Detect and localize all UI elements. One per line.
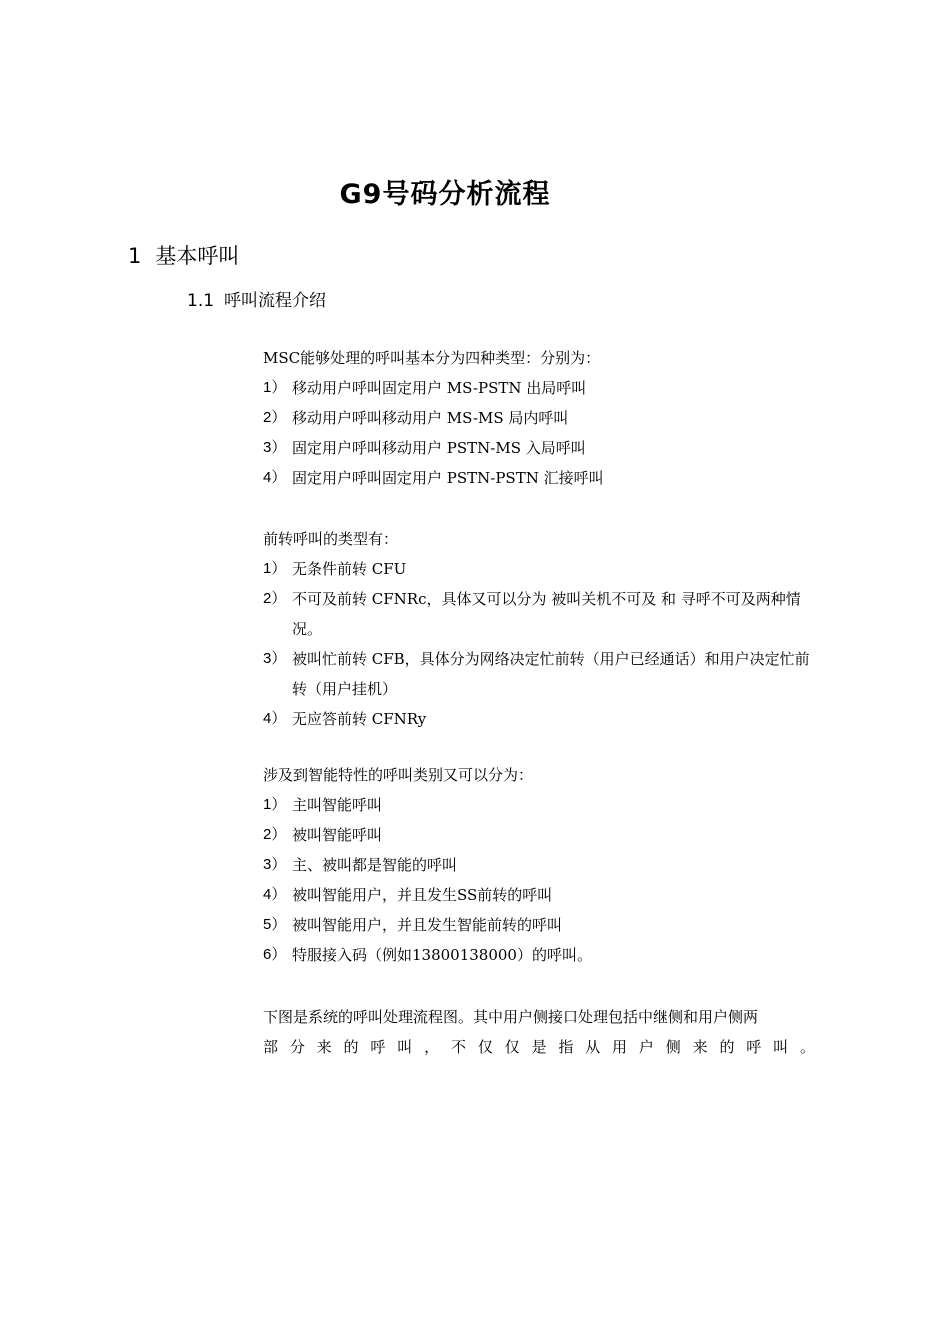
list-index: 4） (263, 886, 287, 903)
list-item (263, 790, 823, 820)
list-text: 移动用户呼叫移动用户 MS-MS 局内呼叫 (292, 409, 569, 427)
list-item (263, 880, 823, 910)
list-text: 不可及前转 CFNRc，具体又可以分为 被叫关机不可及 和 寻呼不可及两种情况。 (292, 590, 801, 638)
list-index: 2） (263, 409, 287, 426)
list-item (263, 373, 823, 403)
forwarding-types-block (263, 524, 823, 734)
intelligent-calls-intro: 涉及到智能特性的呼叫类别又可以分为： (263, 766, 534, 784)
list-index: 3） (263, 439, 287, 456)
list-text: 无条件前转 CFU (292, 560, 407, 578)
list-item (263, 463, 823, 493)
list-item (263, 704, 823, 734)
list-index: 3） (263, 650, 287, 667)
subsection-number: 1.1 (187, 291, 215, 311)
list-index: 4） (263, 710, 287, 727)
flow-description-line-1: 下图是系统的呼叫处理流程图。其中用户侧接口处理包括中继侧和用户侧两 (263, 1008, 759, 1026)
list-index: 1） (263, 379, 287, 396)
list-index: 6） (263, 946, 287, 963)
list-text: 无应答前转 CFNRy (292, 710, 427, 728)
list-text: 被叫智能呼叫 (292, 826, 383, 844)
list-item (263, 940, 823, 970)
list-item (263, 554, 823, 584)
section-number: 1 (128, 244, 142, 268)
intelligent-calls-block (263, 760, 823, 970)
list-text: 主叫智能呼叫 (292, 796, 383, 814)
subsection-label: 呼叫流程介绍 (224, 291, 327, 311)
list-index: 1） (263, 560, 287, 577)
flow-description-line-2: 部分来的呼叫，不仅仅是指从用户侧来的呼叫。 (263, 1038, 823, 1056)
forwarding-intro: 前转呼叫的类型有： (263, 530, 399, 548)
list-text: 固定用户呼叫移动用户 PSTN-MS 入局呼叫 (292, 439, 586, 457)
list-text: 特服接入码（例如13800138000）的呼叫。 (292, 946, 592, 964)
list-index: 1） (263, 796, 287, 813)
list-item (263, 403, 823, 433)
call-types-intro: MSC能够处理的呼叫基本分为四种类型：分别为： (263, 349, 601, 367)
flow-description-block (263, 1002, 823, 1062)
list-index: 2） (263, 826, 287, 843)
list-index: 2） (263, 590, 287, 607)
list-index: 3） (263, 856, 287, 873)
list-text: 移动用户呼叫固定用户 MS-PSTN 出局呼叫 (292, 379, 587, 397)
list-index: 4） (263, 469, 287, 486)
list-text: 被叫忙前转 CFB，具体分为网络决定忙前转（用户已经通话）和用户决定忙前转（用户挂机） (292, 650, 810, 698)
list-text: 被叫智能用户，并且发生智能前转的呼叫 (292, 916, 563, 934)
list-item (263, 820, 823, 850)
list-item (263, 910, 823, 940)
list-item (263, 850, 823, 880)
list-text: 被叫智能用户，并且发生SS前转的呼叫 (292, 886, 553, 904)
section-heading-1-1 (187, 286, 326, 311)
document-title: G9号码分析流程 (339, 179, 551, 210)
list-item (263, 584, 823, 644)
section-heading-1 (128, 240, 239, 270)
call-types-block (263, 343, 823, 493)
list-index: 5） (263, 916, 287, 933)
list-item (263, 433, 823, 463)
list-text: 主、被叫都是智能的呼叫 (292, 856, 458, 874)
list-item (263, 644, 823, 704)
list-text: 固定用户呼叫固定用户 PSTN-PSTN 汇接呼叫 (292, 469, 604, 487)
section-label: 基本呼叫 (155, 244, 240, 268)
